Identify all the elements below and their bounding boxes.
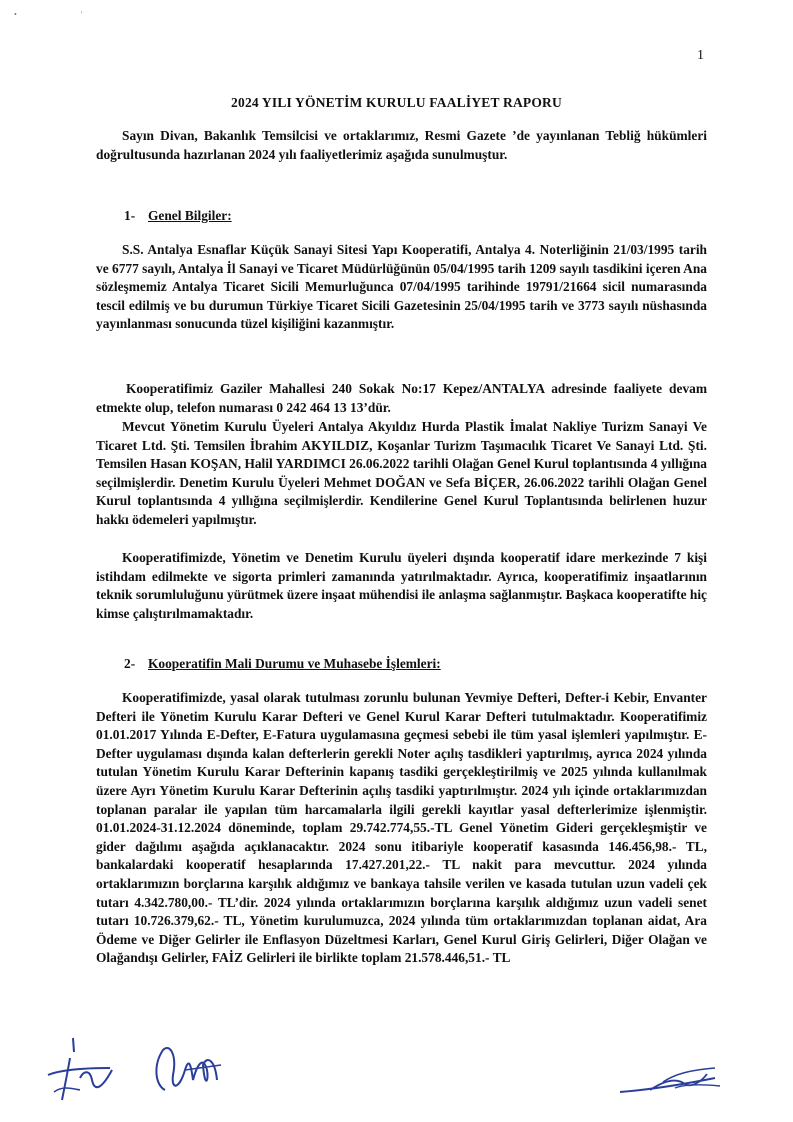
section-1-heading [124, 207, 232, 225]
signature-1-icon [40, 1030, 130, 1105]
section-2-paragraph-1: Kooperatifimizde, yasal olarak tutulması zorunlu bulunan Yevmiye Defteri, Defter-i Kebir, Envanter Defteri ile Yönetim Kurulu Karar Defteri ve Genel Kurul Karar Defteri tutulmaktadır. Kooperatifimiz 01.01.2017 Yılında E-Defter, E-Fatura uygulamasına geçmesi sebebi ile tüm yasal işlemleri yapılmıştır. E-Defter uygulaması dışında kalan defterlerin gerekli Noter açılış tasdikleri yaptırılmış, ayrıca 2024 yılında tutulan Yönetim Kurulu Karar Defterinin kapanış tasdiki gerçekleştirilmiş ve 2025 yılında kullanılmak üzere Ayrı Yönetim Kurulu Karar Defterinin açılış tasdiki yaptırılmıştır. 2024 yılı içinde ortaklarımızdan toplanan paralar ile yapılan tüm harcamalarla ilgili gerekli kayıtlar yasal defterlerimize işlenmiştir. 01.01.2024-31.12.2024 döneminde, toplam 29.742.774,55.-TL Genel Yönetim Gideri gerçekleşmiştir ve gider dağılımı aşağıda açıklanacaktır. 2024 sonu itibariyle kooperatif kasasında 146.456,98.- TL, bankalardaki kooperatif hesaplarında 17.427.201,22.- TL nakit para mevcuttur. 2024 yılında ortaklarımızın borçlarına karşılık aldığımız ve bankaya tahsile verilen ve kasada tutulan uzun vadeli çek tutarı 4.342.780,00.- TL’dir. 2024 yılında ortaklarımızın borçlarına karşılık aldığımız uzun vadeli senet tutarı 10.726.379,62.- TL, Yönetim kurulumuzca, 2024 yılında tüm ortaklarımızdan toplanan aidat, Ara Ödeme ve Diğer Gelirler ile Enflasyon Düzeltmesi Karları, Genel Kurul Giriş Gelirleri, Diğer Olağan ve Olağandışı Gelirler, FAİZ Gelirleri ile birlikte toplam 21.578.446,51.- TL [96, 690, 707, 966]
section-1-paragraph-4: Kooperatifimizde, Yönetim ve Denetim Kurulu üyeleri dışında kooperatif idare merkezinde 7 kişi istihdam edilmekte ve sigorta primleri zamanında yatırılmaktadır. Ayrıca, kooperatifimiz inşaatlarının teknik sorumluluğunu yürütmek üzere inşaat mühendisi ile anlaşma sağlanmıştır. Başkaca kooperatifte hiç kimse çalıştırılmamaktadır. [96, 550, 707, 621]
section-2-heading [124, 655, 441, 673]
signature-2-icon [145, 1035, 235, 1100]
scan-marks: • ' [14, 10, 83, 19]
section-1-paragraph-1: S.S. Antalya Esnaflar Küçük Sanayi Sitesi Yapı Kooperatifi, Antalya 4. Noterliğinin 21/03/1995 tarih ve 6777 sayılı, Antalya İl Sanayi ve Ticaret Müdürlüğünün 05/04/1995 tarih 1209 sayılı tasdikini içeren Ana sözleşmemiz Antalya Ticaret Sicili Memurluğunca 07/04/1995 tarihinde 19791/21664 sicil numarasında tescil edilmiş ve bu durumun Türkiye Ticaret Sicili Gazetesinin 25/04/1995 tarih ve 3773 sayılı nüshasında yayınlanması sonucunda tüzel kişiliğini kazanmıştır. [96, 242, 707, 332]
document-title: 2024 YILI YÖNETİM KURULU FAALİYET RAPORU [231, 95, 562, 110]
section-1-paragraph-3: Mevcut Yönetim Kurulu Üyeleri Antalya Akyıldız Hurda Plastik İmalat Nakliye Turizm Sanayi Ve Ticaret Ltd. Şti. Temsilen İbrahim AKYILDIZ, Koşanlar Turizm Taşımacılık Ticaret Ve Sanayi Ltd. Şti. Temsilen Hasan KOŞAN, Halil YARDIMCI 26.06.2022 tarihli Olağan Genel Kurul toplantısında 4 yıllığına seçilmişlerdir. Denetim Kurulu Üyeleri Mehmet DOĞAN ve Sefa BİÇER, 26.06.2022 tarihli Olağan Genel Kurul toplantısında 4 yıllığına seçilmişlerdir. Kendilerine Genel Kurul Toplantısında belirlenen huzur hakkı ödemeleri yapılmıştır. [96, 419, 707, 527]
signature-3-icon [615, 1060, 730, 1105]
page-number: 1 [697, 48, 704, 63]
section-2-number: 2- [124, 656, 136, 671]
section-1-number: 1- [124, 208, 136, 223]
section-1-title: Genel Bilgiler: [148, 208, 232, 223]
section-1-paragraph-2: Kooperatifimiz Gaziler Mahallesi 240 Sokak No:17 Kepez/ANTALYA adresinde faaliyete devam etmekte olup, telefon numarası 0 242 464 13 13’dür. [96, 381, 707, 415]
intro-paragraph: Sayın Divan, Bakanlık Temsilcisi ve ortaklarımız, Resmi Gazete ’de yayınlanan Tebliğ hükümleri doğrultusunda hazırlanan 2024 yılı faaliyetlerimiz aşağıda sunulmuştur. [96, 128, 707, 162]
section-2-title: Kooperatifin Mali Durumu ve Muhasebe İşlemleri: [148, 656, 441, 671]
